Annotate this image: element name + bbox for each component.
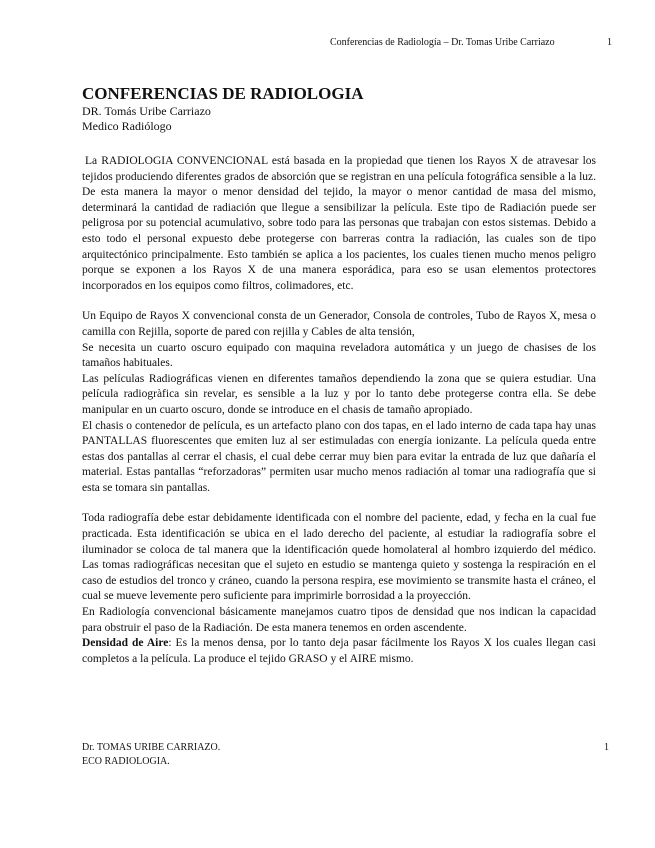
densidad-aire-text: : Es la menos densa, por lo tanto deja pasar fácilmente los Rayos X los cuales llegan casi completos a la película. La produce el tejido GRASO y el AIRE mismo. <box>82 637 596 665</box>
header-page-number: 1 <box>607 37 612 48</box>
page-footer <box>82 741 612 768</box>
page-header <box>0 37 655 53</box>
paragraph-cuarto-oscuro: Se necesita un cuarto oscuro equipado con maquina reveladora automática y un juego de chasises de los tamaños habituales. <box>82 341 596 370</box>
footer-author: Dr. TOMAS URIBE CARRIAZO. <box>82 742 221 753</box>
paragraph-gap <box>82 294 596 309</box>
paragraph-densidades: En Radiología convencional básicamente manejamos cuatro tipos de densidad que nos indican la capacidad para obstruir el paso de la Radiación. De esta manera tenemos en orden ascendente. <box>82 606 596 634</box>
paragraph-chasis: El chasis o contenedor de película, es un artefacto plano con dos tapas, en el lado interno de cada tapa hay unas PANTALLAS fluorescentes que emiten luz al ser estimuladas con energía ionizante. La película queda entre estas dos pantallas al cerrar el chasis, el cual debe cerrar muy bien para evitar la entrada de luz que dañaría el material. Estas pantallas “reforzadoras” permiten usar mucho menos radiación al tomar una radiografía que si esta se tomara sin pantallas. <box>82 419 596 494</box>
paragraph-peliculas: Las películas Radiográficas vienen en diferentes tamaños dependiendo la zona que se quiera estudiar. Una película radiogràfica sin revelar, es sensible a la luz y por lo tanto debe protegerse contra ella. Se debe manipular en un cuarto oscuro, donde se introduce en el chasis de tamaño apropiado. <box>82 372 596 416</box>
footer-page-number: 1 <box>604 742 609 753</box>
paragraph-densidad-aire <box>82 636 596 667</box>
author-name: DR. Tomás Uribe Carriazo <box>82 104 211 118</box>
author-role: Medico Radiólogo <box>82 119 172 133</box>
footer-organization: ECO RADIOLOGIA. <box>82 755 170 767</box>
paragraph-radiologia-convencional: La RADIOLOGIA CONVENCIONAL está basada en la propiedad que tienen los Rayos X de atravesar los tejidos produciendo diferentes grados de absorción que se registran en una película fotográfica sensible a la luz. De esta manera la mayor o menor densidad del tejido, la mayor o menor cantidad de masa del mismo, determinará la cantidad de radiación que llegue a sensibilizar la película. Este tipo de Radiación puede ser peligrosa por su potencial acumulativo, sobre todo para las personas que trabajan con estos sistemas. Debido a esto todo el personal expuesto debe protegerse con barreras contra la radiación, las cuales son de tipo arquitectónico principalmente. Esto también se aplica a los pacientes, los cuales tienen mucho menos peligro porque se exponen a los Rayos X de una manera esporádica, para eso se usan elementos protectores incorporados en los equipos como filtros, colimadores, etc. <box>82 155 596 292</box>
running-header-title: Conferencias de Radiología – Dr. Tomas Uribe Carriazo <box>330 37 555 48</box>
document-title: CONFERENCIAS DE RADIOLOGIA <box>82 84 364 103</box>
paragraph-equipo-rayos-x: Un Equipo de Rayos X convencional consta de un Generador, Consola de controles, Tubo de Rayos X, mesa o camilla con Rejilla, soporte de pared con rejilla y Cables de alta tensión, <box>82 310 596 338</box>
term-densidad-aire: Densidad de Aire <box>82 637 169 650</box>
paragraph-gap <box>82 496 596 511</box>
paragraph-identificacion: Toda radiografía debe estar debidamente identificada con el nombre del paciente, edad, y fecha en la cual fue practicada. Esta identificación se ubica en el lado derecho del paciente, al estudiar la radiografía sobre el iluminador se coloca de tal manera que la identificación quede homolateral al hombro izquierdo del médico. Las tomas radiográficas necesitan que el sujeto en estudio se mantenga quieto y sostenga la respiración en el caso de estudios del tronco y cráneo, cuando la persona respira, ese movimiento se transmite hasta el cráneo, el cual se mueve levemente pero suficiente para imprimirle borrosidad a la proyección. <box>82 512 596 603</box>
document-body <box>82 84 596 667</box>
